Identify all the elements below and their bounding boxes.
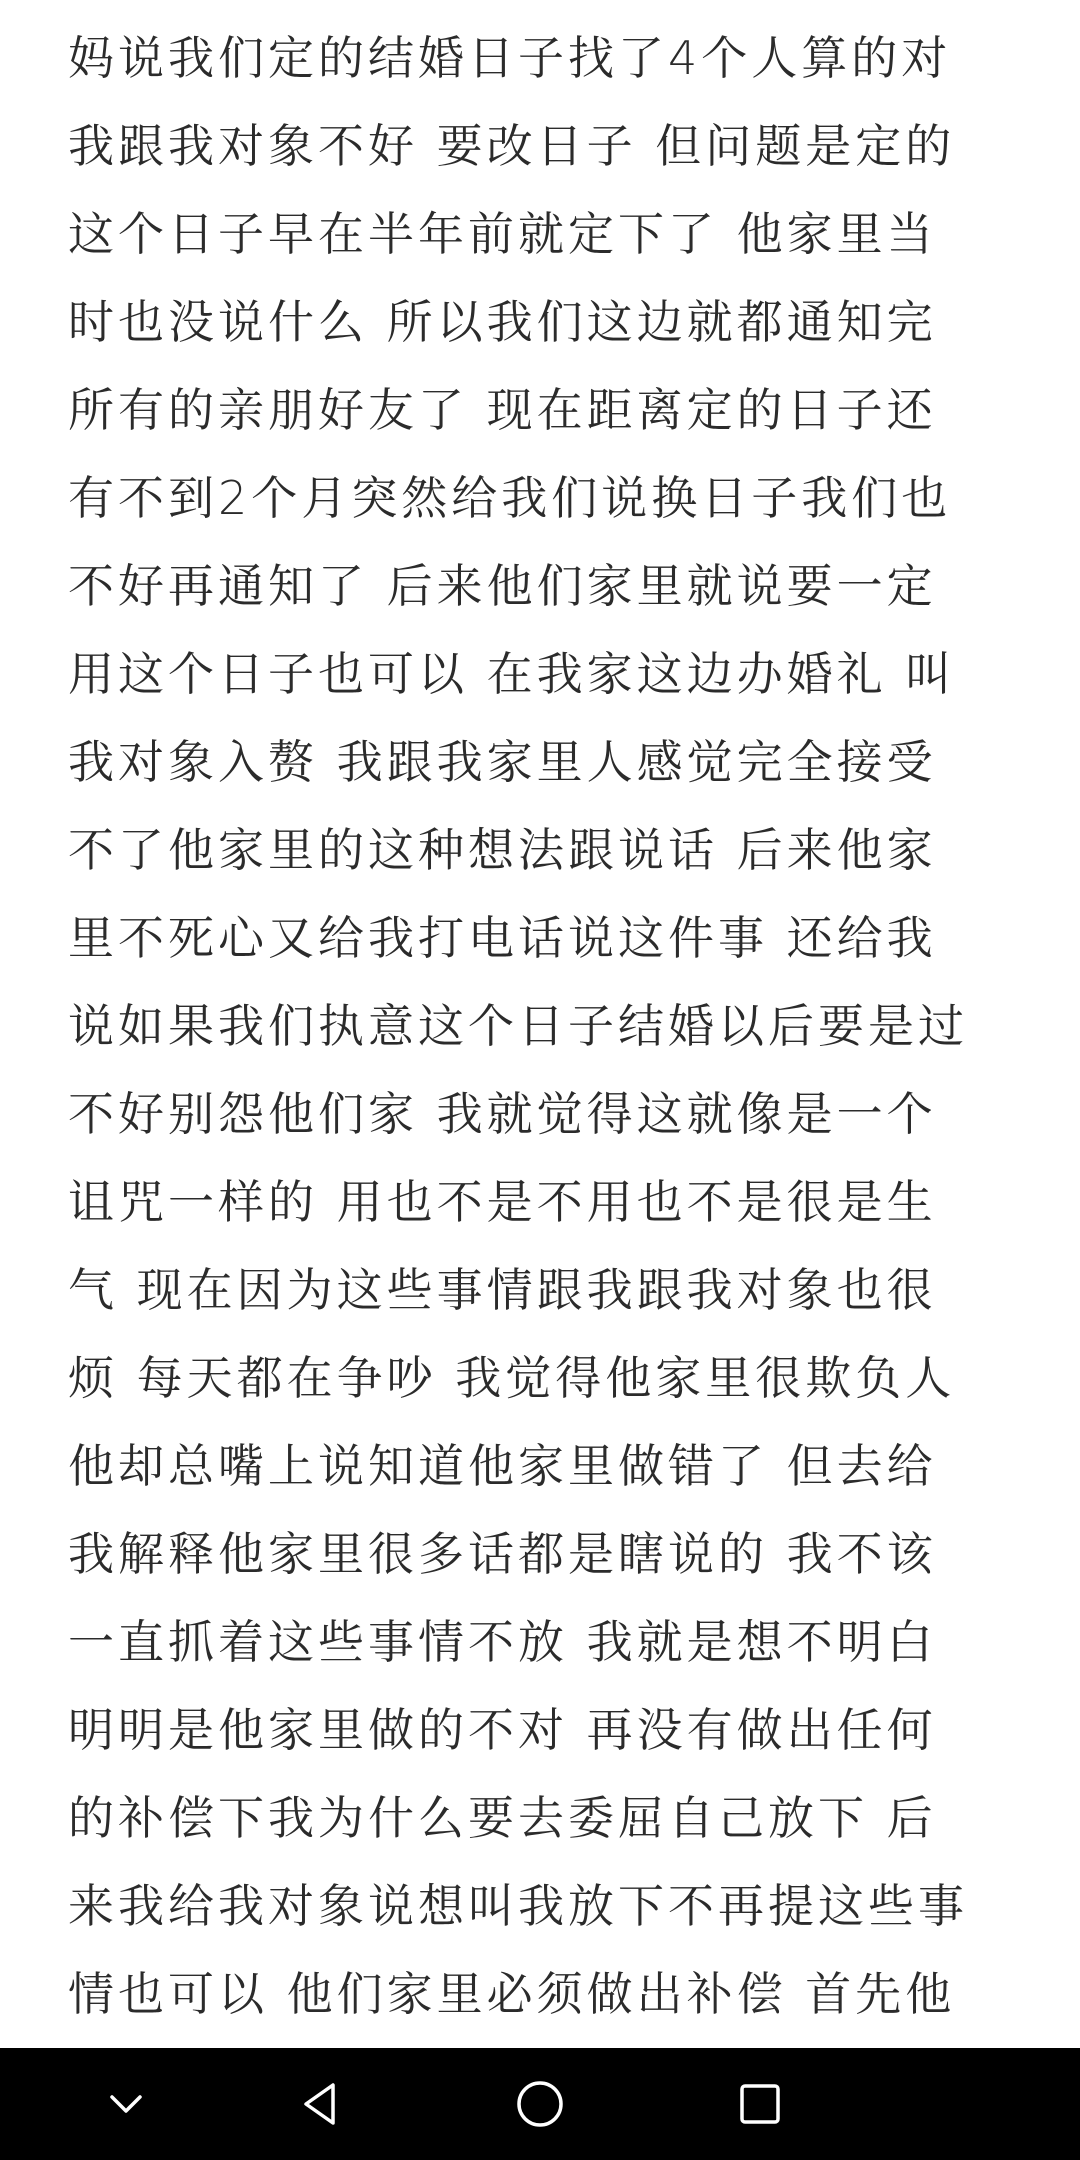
text-line-18: 我解释他家里很多话都是瞎说的 我不该 [68, 1527, 937, 1581]
system-navigation-bar [0, 2048, 1080, 2160]
chevron-down-icon [104, 2082, 148, 2126]
text-line-2: 我跟我对象不好 要改日子 但问题是定的 [68, 119, 956, 173]
text-line-12: 说如果我们执意这个日子结婚以后要是过 [68, 999, 968, 1053]
home-circle-icon [514, 2078, 566, 2130]
text-line-11: 里不死心又给我打电话说这件事 还给我 [68, 911, 937, 965]
text-line-1: 妈说我们定的结婚日子找了4个人算的对 [68, 31, 952, 85]
text-line-22: 来我给我对象说想叫我放下不再提这些事 [68, 1879, 968, 1933]
text-line-15: 气 现在因为这些事情跟我跟我对象也很 [68, 1263, 937, 1317]
text-line-8: 用这个日子也可以 在我家这边办婚礼 叫 [68, 647, 956, 701]
text-line-6: 有不到2个月突然给我们说换日子我们也 [68, 471, 952, 525]
text-line-14: 诅咒一样的 用也不是不用也不是很是生 [68, 1175, 937, 1229]
home-button[interactable] [480, 2048, 600, 2160]
recents-button[interactable] [700, 2048, 820, 2160]
text-line-9: 我对象入赘 我跟我家里人感觉完全接受 [68, 735, 937, 789]
text-line-16: 烦 每天都在争吵 我觉得他家里很欺负人 [68, 1351, 956, 1405]
text-line-10: 不了他家里的这种想法跟说话 后来他家 [68, 823, 937, 877]
text-line-20: 明明是他家里做的不对 再没有做出任何 [68, 1703, 937, 1757]
recents-square-icon [737, 2081, 783, 2127]
text-line-4: 时也没说什么 所以我们这边就都通知完 [68, 295, 937, 349]
back-button[interactable] [261, 2048, 381, 2160]
text-line-3: 这个日子早在半年前就定下了 他家里当 [68, 207, 937, 261]
text-line-13: 不好别怨他们家 我就觉得这就像是一个 [68, 1087, 937, 1141]
text-line-7: 不好再通知了 后来他们家里就说要一定 [68, 559, 937, 613]
text-line-19: 一直抓着这些事情不放 我就是想不明白 [68, 1615, 937, 1669]
text-line-21: 的补偿下我为什么要去委屈自己放下 后 [68, 1791, 937, 1845]
text-line-23: 情也可以 他们家里必须做出补偿 首先他 [68, 1967, 956, 2021]
text-line-5: 所有的亲朋好友了 现在距离定的日子还 [68, 383, 937, 437]
text-line-17: 他却总嘴上说知道他家里做错了 但去给 [68, 1439, 937, 1493]
back-triangle-icon [296, 2079, 346, 2129]
hide-keyboard-button[interactable] [66, 2048, 186, 2160]
